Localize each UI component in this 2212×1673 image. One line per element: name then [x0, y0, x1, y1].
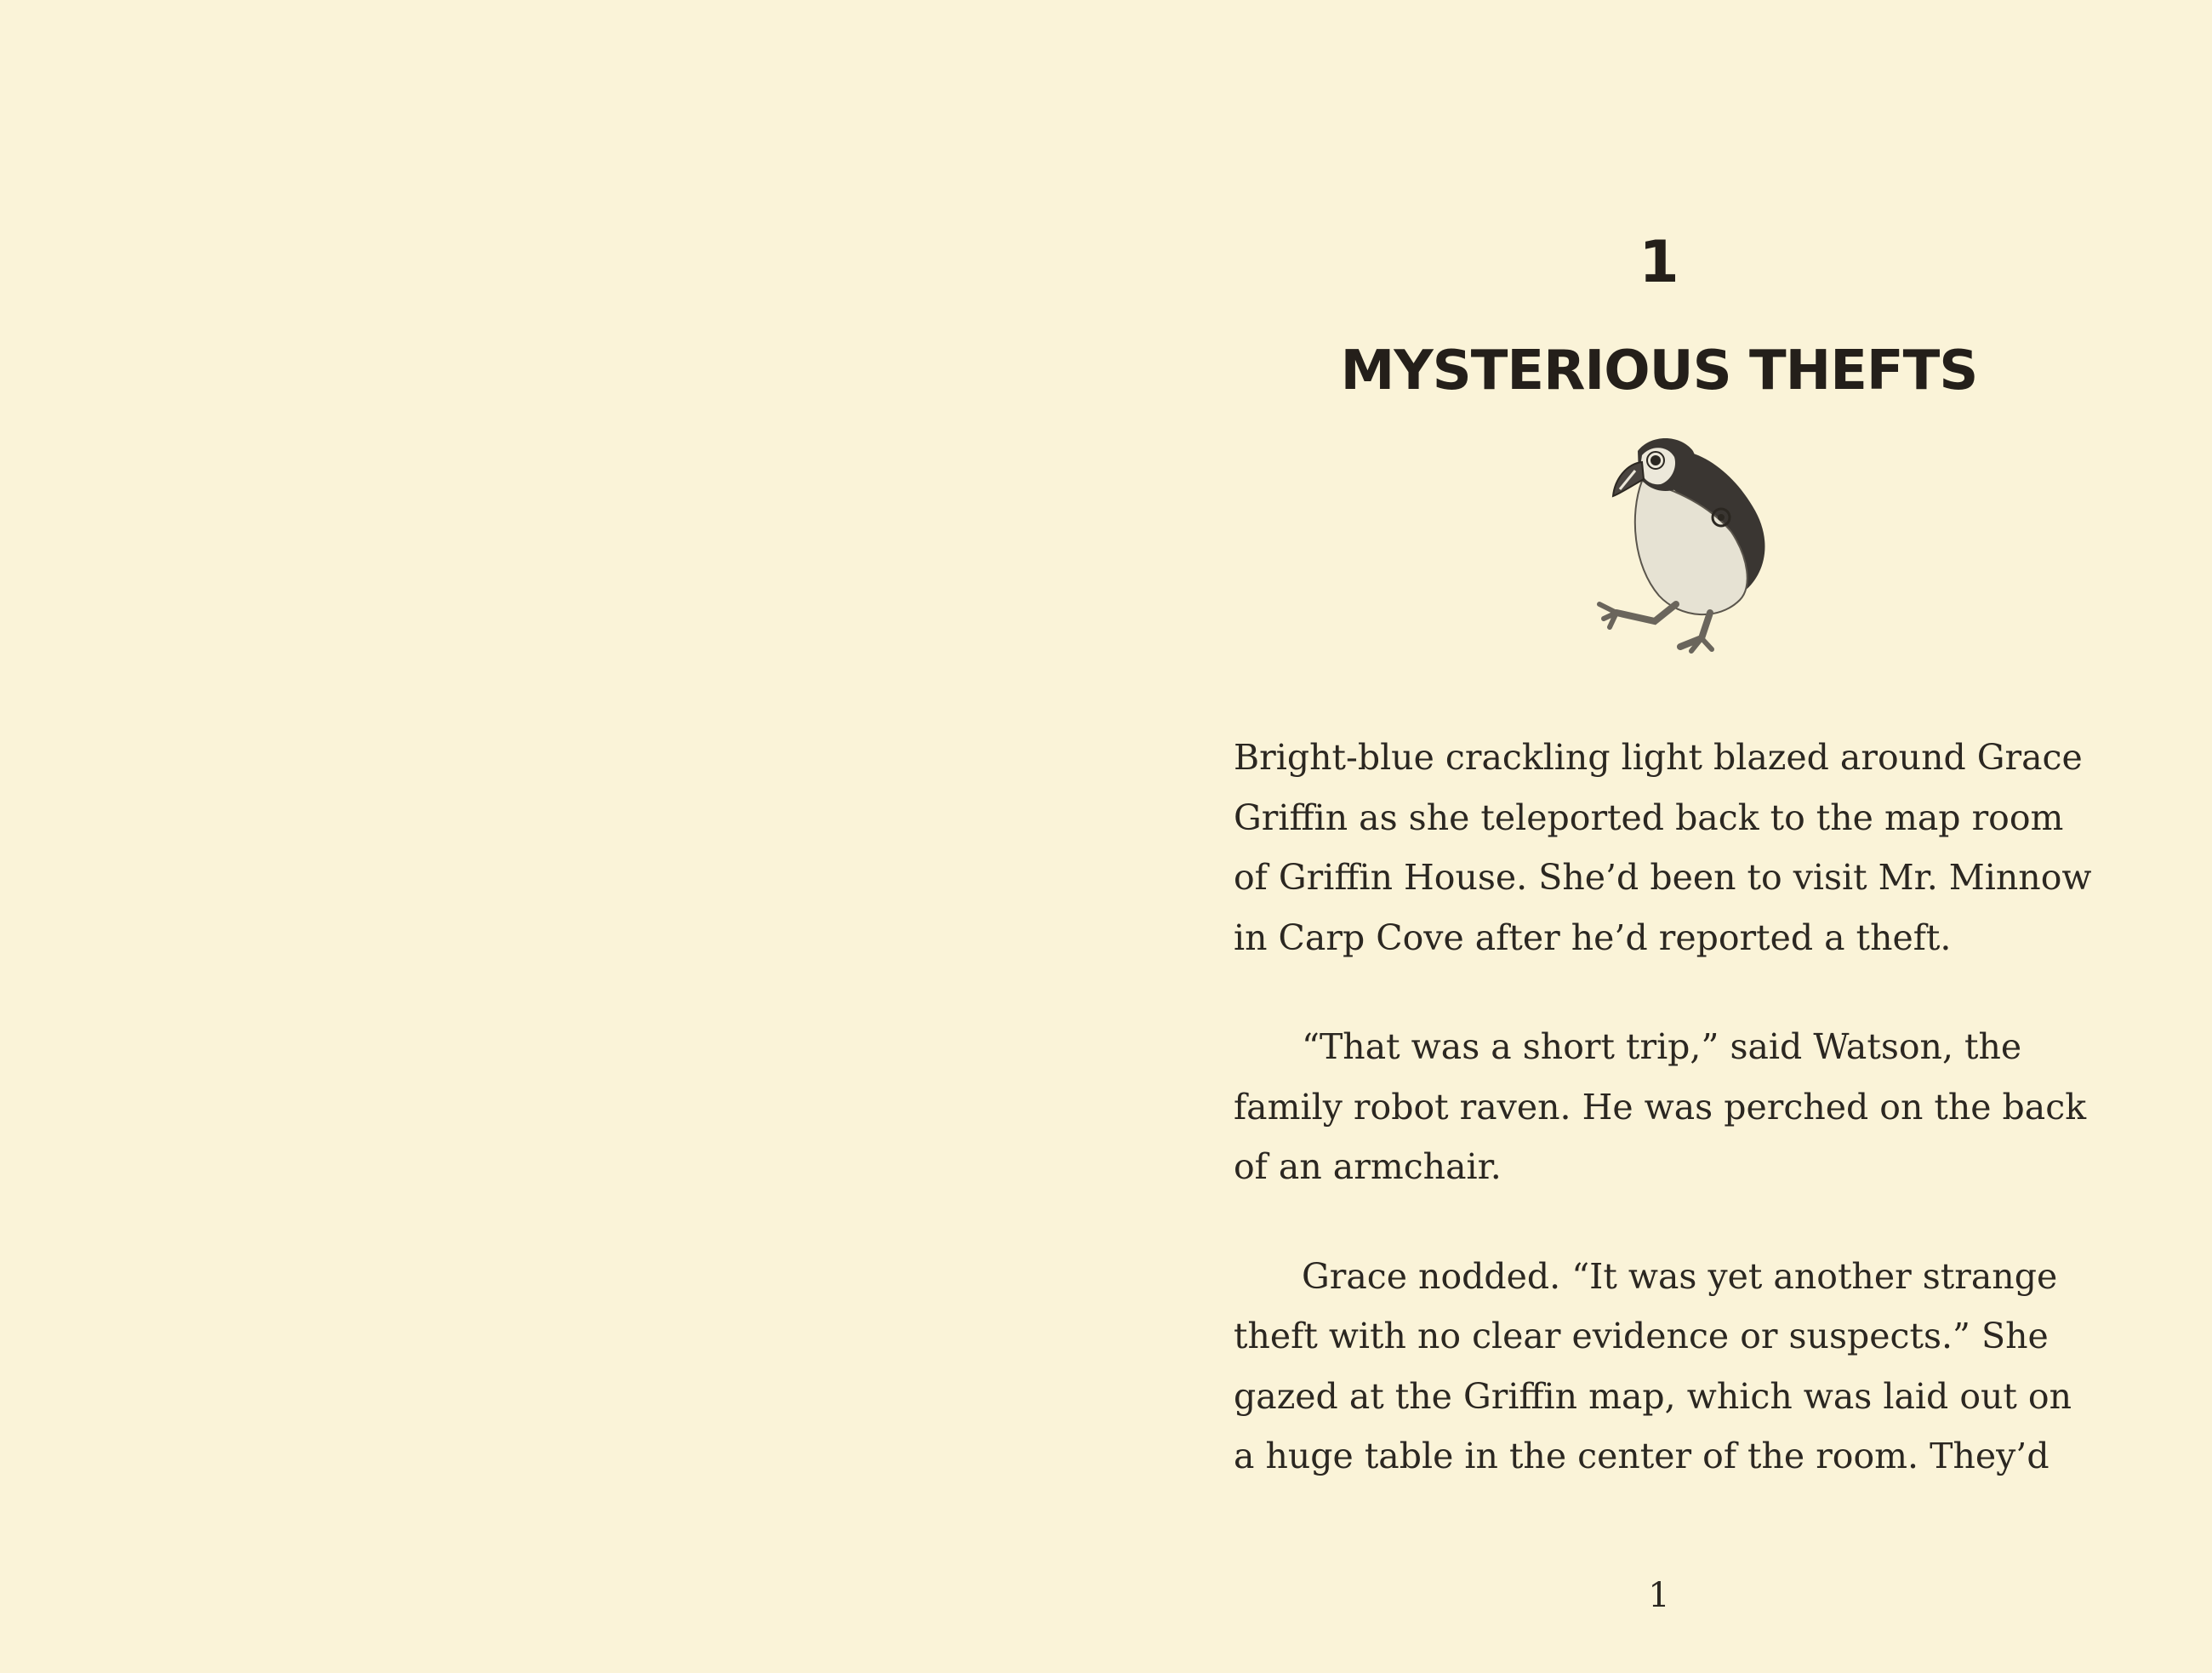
text-line: a huge table in the center of the room. They’d: [1234, 1436, 2050, 1476]
paragraph: [1234, 1247, 2135, 1487]
chapter-number: 1: [1639, 229, 1679, 296]
chapter-title: MYSTERIOUS THEFTS: [1340, 340, 1978, 403]
text-line: “That was a short trip,” said Watson, the: [1302, 1026, 2022, 1067]
text-line: Grace nodded. “It was yet another strange: [1302, 1255, 2058, 1297]
page-number: 1: [1648, 1576, 1670, 1615]
paragraph: [1234, 728, 2135, 968]
text-line: family robot raven. He was perched on the back: [1234, 1086, 2087, 1128]
text-line: theft with no clear evidence or suspects.” She: [1234, 1316, 2049, 1356]
chapter-body: [1234, 728, 2135, 1536]
right-page: [1106, 0, 2212, 1673]
paragraph: [1234, 1017, 2135, 1197]
text-line: Bright-blue crackling light blazed around Grace: [1234, 737, 2083, 778]
text-line: gazed at the Griffin map, which was laid out on: [1234, 1375, 2072, 1417]
text-line: of Griffin House. She’d been to visit Mr. Minnow: [1234, 857, 2092, 898]
text-line: Griffin as she teleported back to the map room: [1234, 797, 2064, 838]
text-line: in Carp Cove after he’d reported a theft.: [1234, 916, 1952, 958]
text-line: of an armchair.: [1234, 1146, 1502, 1187]
puffin-icon: [1582, 430, 1787, 659]
